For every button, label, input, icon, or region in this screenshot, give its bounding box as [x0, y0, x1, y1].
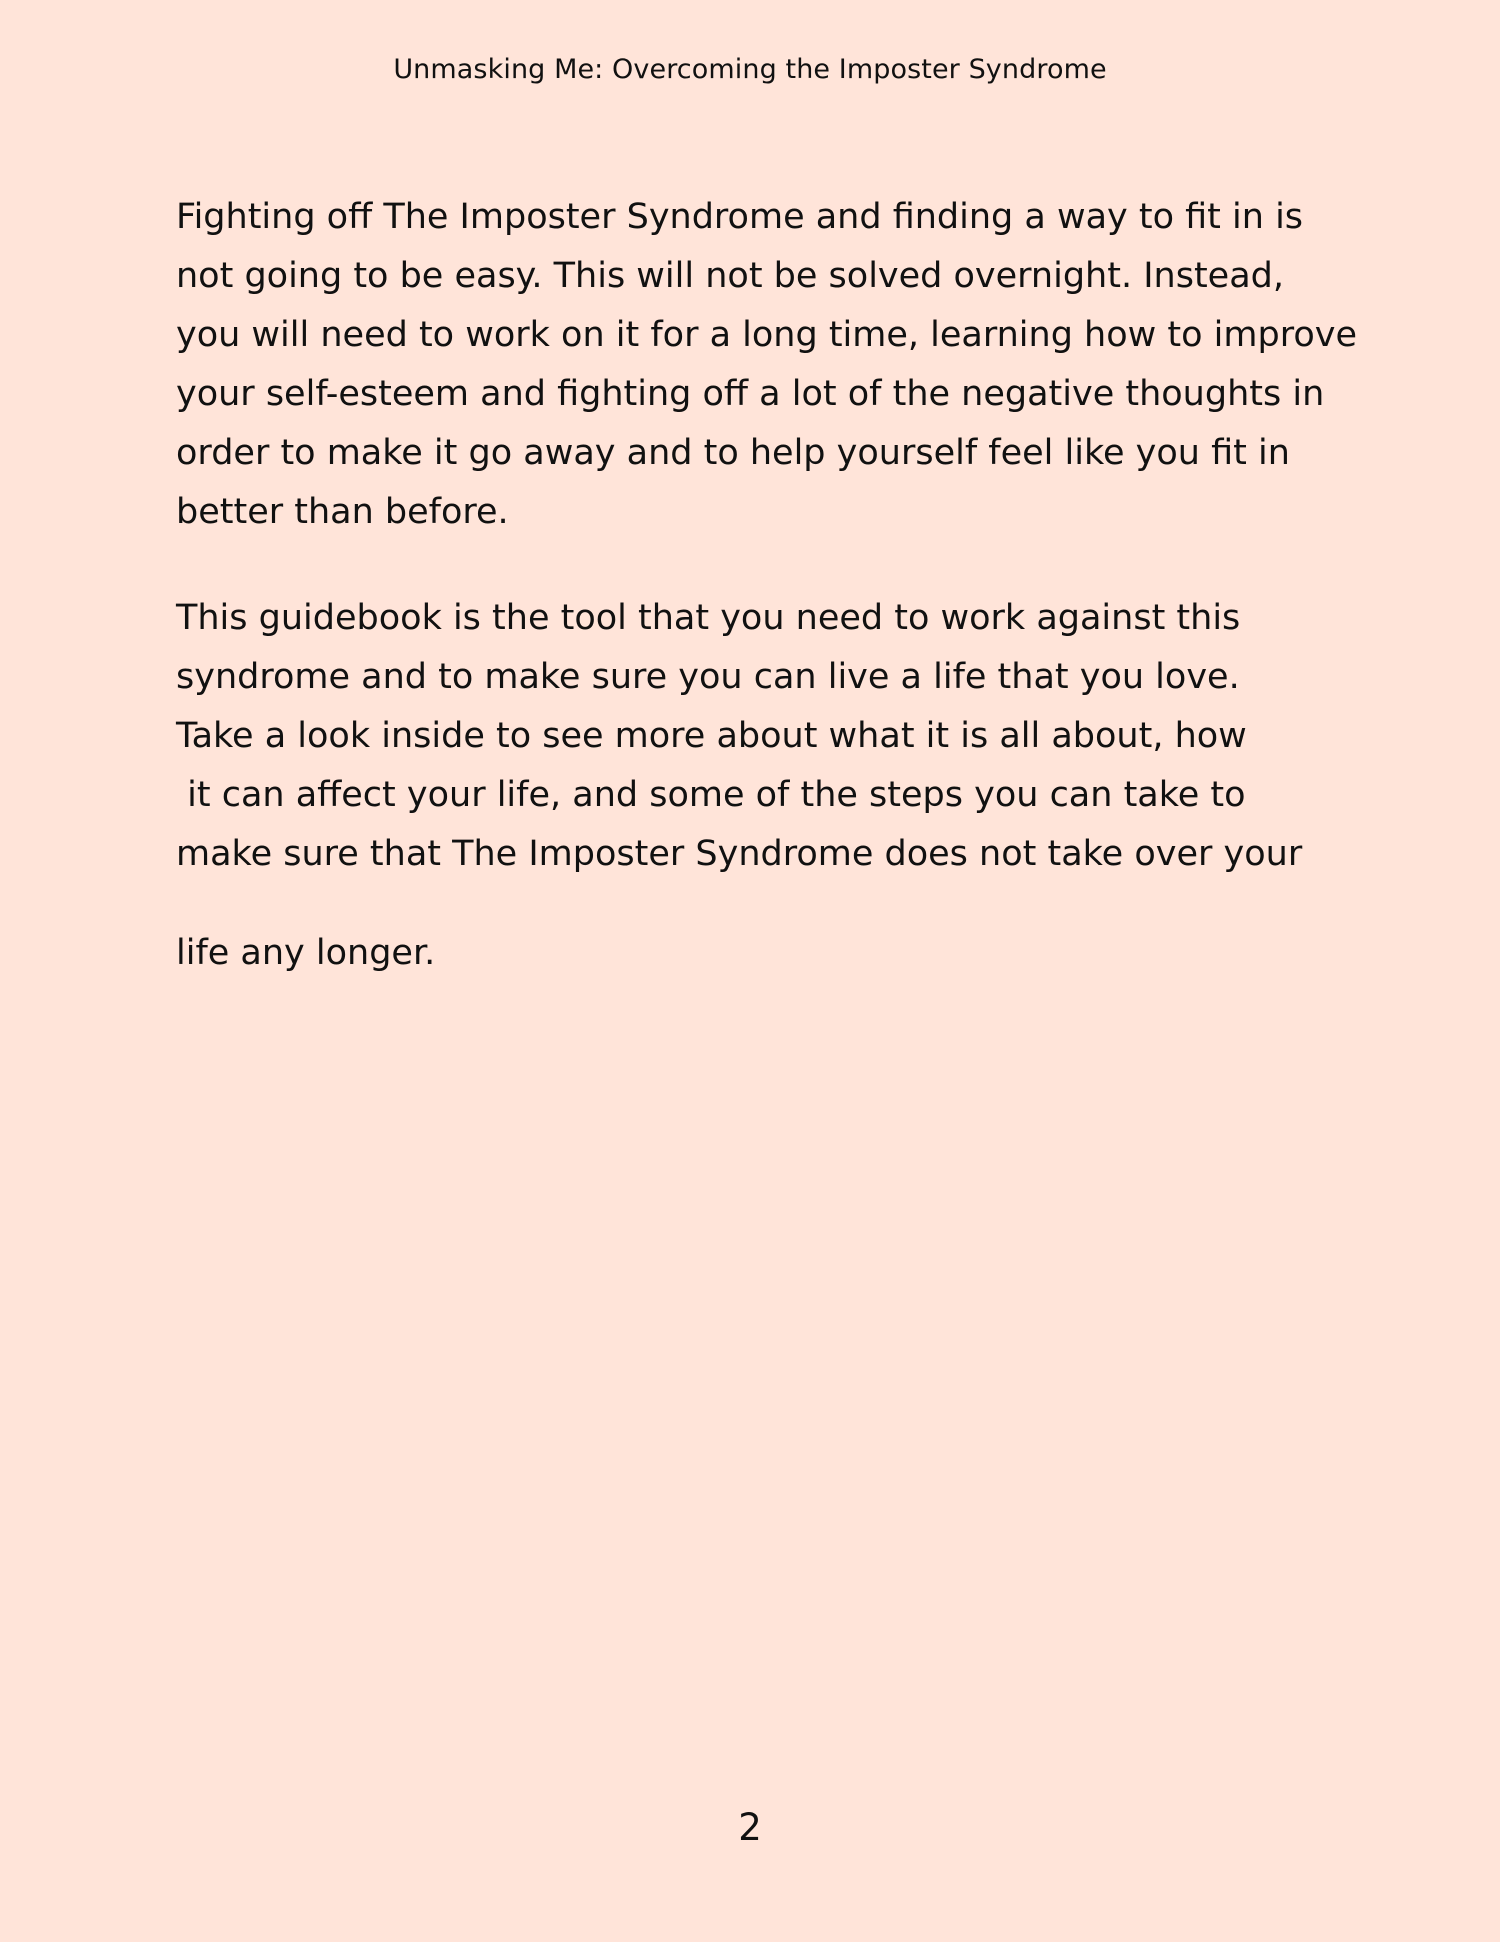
- body-paragraph-3: [176, 924, 1366, 983]
- paragraph-line: syndrome and to make sure you can live a life that you love.: [176, 657, 1240, 697]
- paragraph-line: it can affect your life, and some of the steps you can take to: [176, 775, 1246, 815]
- page-number: 2: [738, 1806, 762, 1849]
- paragraph-line: order to make it go away and to help yourself feel like you fit in: [176, 433, 1290, 473]
- paragraph-line: life any longer.: [176, 933, 436, 973]
- paragraph-line: not going to be easy. This will not be solved overnight. Instead,: [176, 256, 1285, 296]
- paragraph-line: This guidebook is the tool that you need to work against this: [176, 598, 1241, 638]
- body-paragraph-2: [176, 589, 1366, 884]
- paragraph-line: you will need to work on it for a long time, learning how to improve: [176, 315, 1357, 355]
- paragraph-line: make sure that The Imposter Syndrome does not take over your: [176, 834, 1303, 874]
- running-header-title: Unmasking Me: Overcoming the Imposter Syndrome: [393, 54, 1107, 85]
- body-paragraph-1: [176, 188, 1366, 542]
- paragraph-line: better than before.: [176, 492, 509, 532]
- paragraph-line: Take a look inside to see more about what it is all about, how: [176, 716, 1247, 756]
- paragraph-line: your self-esteem and fighting off a lot of the negative thoughts in: [176, 374, 1325, 414]
- paragraph-line: Fighting off The Imposter Syndrome and finding a way to fit in is: [176, 197, 1304, 237]
